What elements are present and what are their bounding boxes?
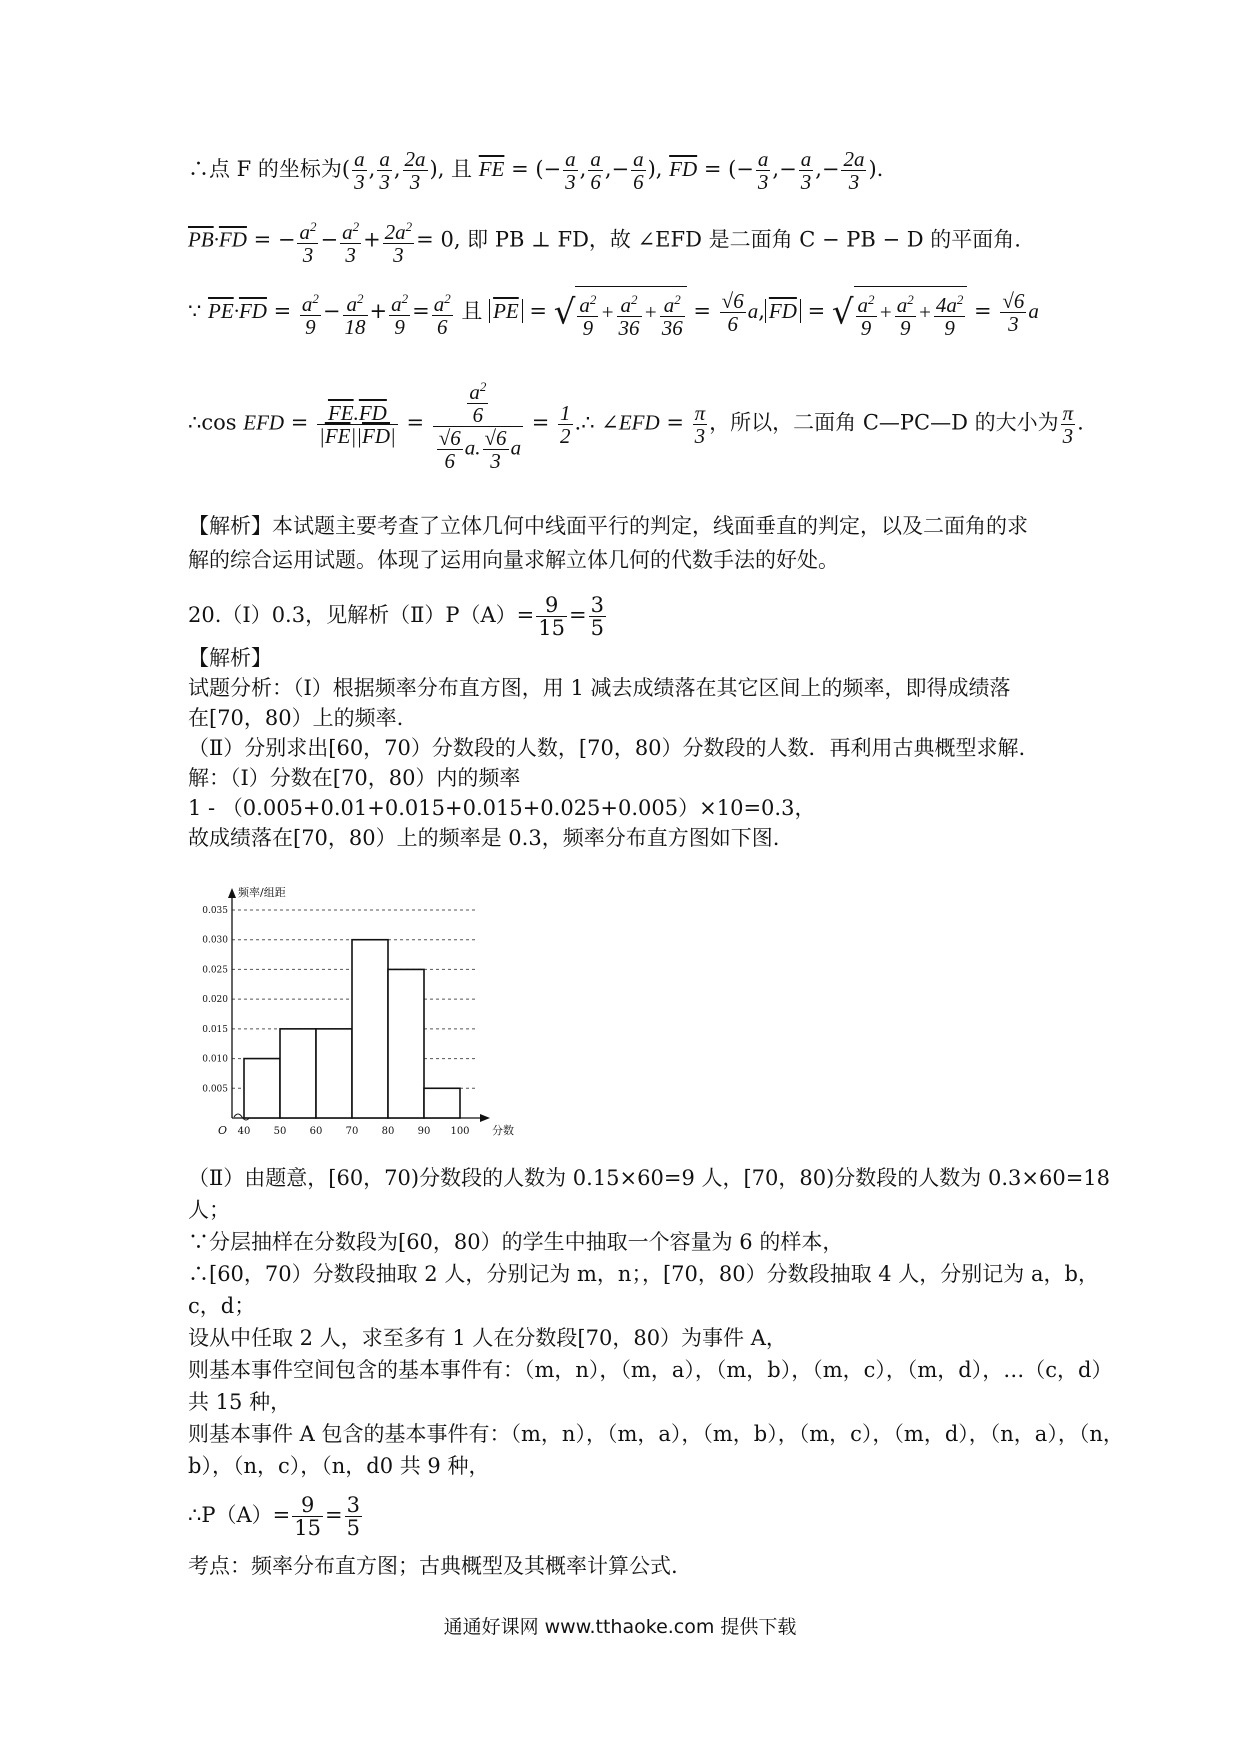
histogram-bar: [244, 1059, 280, 1118]
math-line-pb-fd: $\overline{PB}\cdot\overline{FD}$ = − $\frac{a^2}{3}$ − $\frac{a^2}{3}$ + $\frac{2a^2}{3}$ = 0, 即 PB ⊥ FD，故 ∠EFD 是二面角 C − PB − D 的平面角.: [188, 216, 1068, 266]
y-tick-label: 0.020: [202, 995, 228, 1006]
y-tick-label: 0.025: [202, 965, 228, 976]
math-line-pe-fd: ∵ $\overline{PE}\cdot\overline{FD}$ = $\frac{a^2}{9}$ − $\frac{a^2}{18}$ + $\frac{a^2}{9}$ = $\frac{a^2}{6}$ 且 $\overline{PE}$ = √ $\frac{a^2}{9}$ + $\frac{a^2}{36}$ + $\frac{a^2}{36}$ = $\frac{√6}{6}$ a, $\overline{FD}$ = √ $\frac{a^2}{9}$ + $\frac{a^2}{9}$ + $\frac{4a^2}{9}$ = $\frac{√6}{3}$ a: [188, 286, 1068, 339]
math-line-cos: ∴cos EFD = $\frac{\overline{FE}.\overline{FD}}{|\overline{FE}||\overline{FD}|}$ = $\frac{a^2}{6}$ $\frac{√6}{6}$ a. $\frac{√6}{3}$ a = $\frac{1}{2}$ .∴ ∠EFD = $\frac{\pi}{3}$ ，所以，二面角 C—PC—D 的大小为 $\frac{\pi}{3}$ .: [188, 376, 1068, 472]
histogram-bar: [424, 1088, 460, 1118]
para-p9: ∵分层抽样在分数段为[60，80）的学生中抽取一个容量为 6 的样本，: [188, 1230, 844, 1254]
para-p3: （Ⅱ）分别求出[60，70）分数段的人数，[70，80）分数段的人数．再利用古典概型求解.: [188, 736, 1026, 760]
origin-label: O: [218, 1124, 228, 1137]
probability-result-line: ∴P（A）= $\frac{9}{15}$ = $\frac{3}{5}$: [188, 1493, 360, 1540]
para-p5: 1 - （0.005+0.01+0.015+0.015+0.025+0.005）×10=0.3，: [188, 796, 816, 820]
x-axis-label: 分数: [492, 1124, 514, 1137]
x-tick-label: 50: [273, 1126, 287, 1137]
vector-fd-label: $\overline{FD}$: [669, 157, 698, 181]
para-p16: b），（n，c），（n，d0 共 9 种，: [188, 1454, 490, 1478]
para-kaodian: 考点：频率分布直方图；古典概型及其概率计算公式.: [188, 1554, 678, 1578]
frac-denominator-15: 15: [538, 616, 565, 640]
q20-prefix: 20.（Ⅰ）0.3，见解析（Ⅱ）P（A）=: [188, 603, 535, 627]
y-tick-label: 0.030: [202, 935, 228, 946]
histogram-bar: [388, 969, 424, 1118]
line2-text: , 即 PB ⊥ FD，故 ∠EFD 是二面角 C − PB − D 的平面角.: [453, 227, 1021, 252]
analysis-line-1: 【解析】本试题主要考查了立体几何中线面平行的判定，线面垂直的判定，以及二面角的求: [188, 514, 1028, 538]
para-p6: 故成绩落在[70，80）上的频率是 0.3，频率分布直方图如下图.: [188, 826, 780, 850]
frequency-histogram: [186, 874, 516, 1154]
y-tick-label: 0.015: [202, 1024, 228, 1035]
frac-numerator-3: 3: [346, 1493, 360, 1517]
y-tick-label: 0.035: [202, 906, 228, 916]
para-p4: 解：（Ⅰ）分数在[70，80）内的频率: [188, 766, 521, 790]
para-p12: 设从中任取 2 人，求至多有 1 人在分数段[70，80）为事件 A，: [188, 1326, 787, 1350]
para-p13: 则基本事件空间包含的基本事件有：（m，n），（m，a），（m，b），（m，c），（m，d），…（c，d）: [188, 1358, 1113, 1382]
frac-numerator-3: 3: [590, 593, 604, 617]
coords-mid: ), 且: [429, 157, 473, 181]
y-axis-label: 频率/组距: [238, 886, 286, 899]
x-tick-label: 60: [309, 1126, 323, 1137]
para-p8: 人；: [188, 1198, 230, 1222]
y-tick-label: 0.005: [202, 1084, 228, 1095]
x-tick-label: 40: [237, 1126, 251, 1137]
coords-prefix: ∴点 F 的坐标为(: [188, 157, 351, 181]
vector-fe-label: $\overline{FE}$: [478, 157, 505, 181]
math-line-coords: ∴点 F 的坐标为( $\frac{a}{3}$ , $\frac{a}{3}$ , $\frac{2a}{3}$ ), 且 $\overline{FE}$ = (− $\frac{a}{3}$ , $\frac{a}{6}$ ,− $\frac{a}{6}$ ), $\overline{FD}$ = (− $\frac{a}{3}$ ,− $\frac{a}{3}$ ,− $\frac{2a}{3}$ ).: [188, 147, 884, 194]
histogram-bar: [316, 1029, 352, 1118]
frac-numerator-9: 9: [292, 1494, 323, 1517]
frac-denominator-5: 5: [346, 1516, 360, 1540]
x-tick-label: 100: [450, 1126, 470, 1137]
jiexi-heading: 【解析】: [188, 646, 272, 670]
x-tick-label: 90: [417, 1126, 431, 1137]
histogram-bar: [352, 940, 388, 1118]
x-tick-label: 80: [381, 1126, 395, 1137]
para-p15: 则基本事件 A 包含的基本事件有：（m，n），（m，a），（m，b），（m，c），（m，d），（n，a），（n，: [188, 1422, 1124, 1446]
para-p1: 试题分析：（Ⅰ）根据频率分布直方图，用 1 减去成绩落在其它区间上的频率，即得成绩落: [188, 676, 1011, 700]
frac-numerator-9: 9: [536, 594, 567, 617]
para-p7: （Ⅱ）由题意，[60，70)分数段的人数为 0.15×60=9 人，[70，80)分数段的人数为 0.3×60=18: [188, 1166, 1111, 1190]
x-tick-label: 70: [345, 1126, 359, 1137]
q20-answer-line: 20.（Ⅰ）0.3，见解析（Ⅱ）P（A）= $\frac{9}{15}$ = $\frac{3}{5}$: [188, 593, 604, 640]
y-axis-arrow: [228, 888, 236, 898]
analysis-line-2: 解的综合运用试题。体现了运用向量求解立体几何的代数手法的好处。: [188, 548, 839, 572]
histogram-bar: [280, 1029, 316, 1118]
para-p14: 共 15 种，: [188, 1390, 292, 1414]
para-p2: 在[70，80）上的频率.: [188, 706, 404, 730]
para-p11: c，d；: [188, 1294, 256, 1318]
frac-denominator-5: 5: [590, 616, 604, 640]
para-p10: ∴[60，70）分数段抽取 2 人，分别记为 m，n；，[70，80）分数段抽取 4 人，分别记为 a，b，: [188, 1262, 1099, 1286]
prob-prefix: ∴P（A）=: [188, 1503, 291, 1527]
x-axis-arrow: [480, 1114, 490, 1122]
frac-denominator-15: 15: [294, 1516, 321, 1540]
y-tick-label: 0.010: [202, 1054, 228, 1065]
footer-credit: 通通好课网 www.tthaoke.com 提供下载: [443, 1616, 797, 1638]
